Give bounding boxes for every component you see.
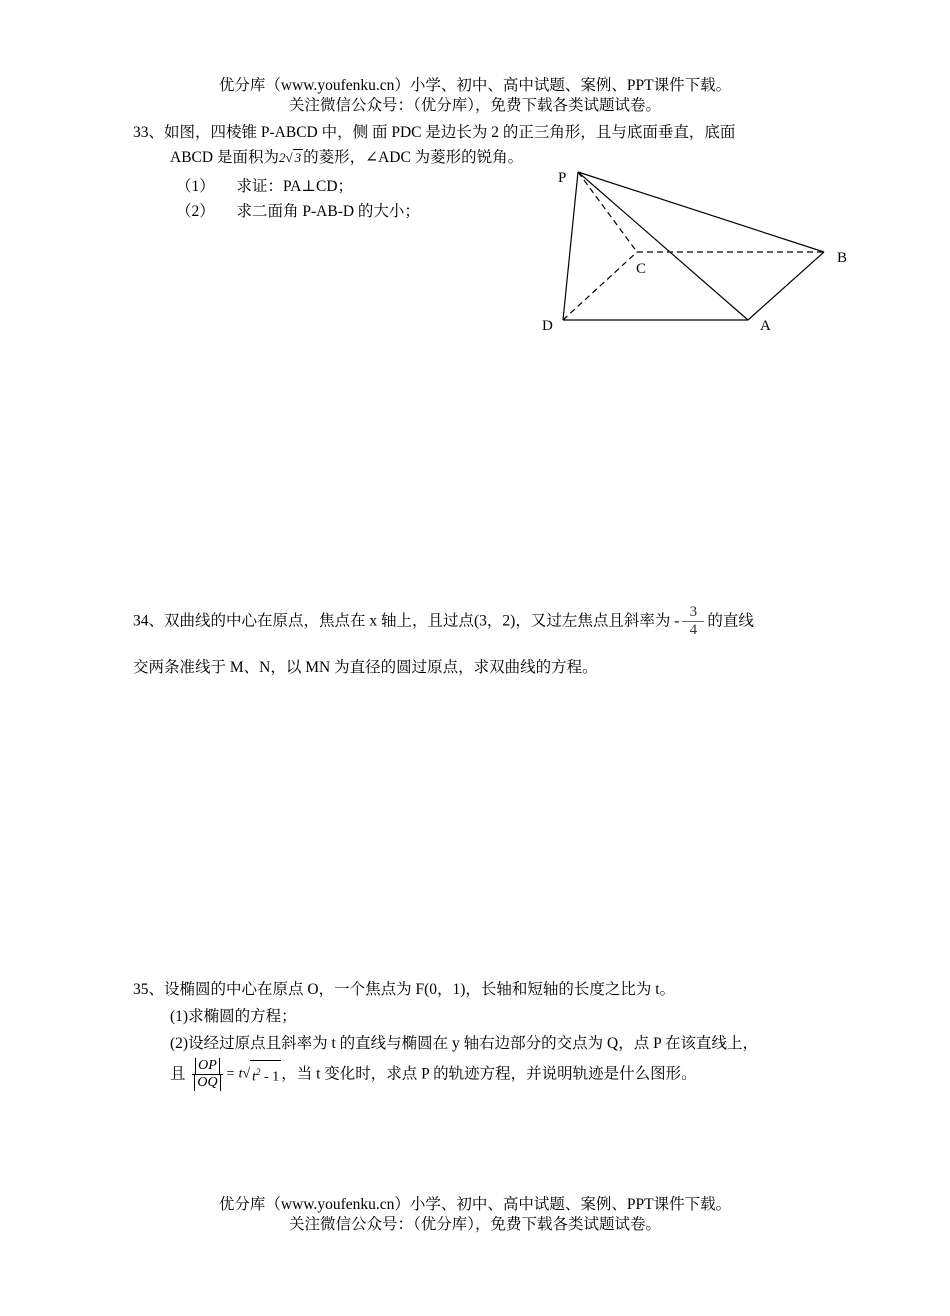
label-C: C	[636, 261, 647, 277]
edge-PC	[578, 172, 637, 252]
q33-area-rad: 3	[294, 150, 302, 165]
q35-line-2: (1)求椭圆的方程；	[170, 1008, 297, 1025]
footer-line-1: 优分库（www.youfenku.cn）小学、初中、高中试题、案例、PPT课件下载。	[218, 1196, 732, 1213]
edge-PD	[563, 172, 578, 320]
label-A: A	[760, 318, 771, 334]
header-line-1: 优分库（www.youfenku.cn）小学、初中、高中试题、案例、PPT课件下载。	[218, 77, 732, 94]
q33-line-2: ABCD 是面积为2√ 3 的菱形，∠ADC 为菱形的锐角。	[170, 149, 524, 166]
q33-line-2-b: 的菱形，∠ADC 为菱形的锐角。	[303, 149, 524, 166]
header-line-2: 关注微信公众号：（优分库），免费下载各类试题试卷。	[288, 97, 661, 114]
q35-line-3: (2)设经过原点且斜率为 t 的直线与椭圆在 y 轴右边部分的交点为 Q，点 P 在该直线上，	[170, 1035, 758, 1052]
q34-line-1	[133, 604, 754, 640]
q33-sub-1-text: 求证：PA⊥CD；	[236, 178, 354, 195]
q35-line-4: 且 $\frac{OP}{OQ}$ = t√ $t^2 - 1$ ，当 t 变化时，求点 P 的轨迹方程，并说明轨迹是什么图形。	[170, 1058, 697, 1091]
q34-line-1-a: 34、双曲线的中心在原点，焦点在 x 轴上，且过点(3，2)，又过左焦点且斜率为 -	[133, 612, 680, 630]
label-D: D	[542, 318, 553, 334]
edge-DC	[563, 252, 637, 320]
q35-frac-den: OQ	[194, 1075, 220, 1091]
q35-line-4-a: 且	[170, 1065, 186, 1083]
q33-line-1: 33、如图，四棱锥 P-ABCD 中，侧 面 PDC 是边长为 2 的正三角形，且与底面垂直，底面	[133, 124, 736, 141]
q35-frac-num: OP	[195, 1058, 220, 1074]
q33-sub-1-num: （1）	[176, 178, 215, 195]
edge-PB	[578, 172, 824, 252]
q33-line-2-a: ABCD 是面积为	[170, 149, 279, 166]
q35-radicand	[250, 1060, 281, 1089]
pyramid-figure	[530, 160, 860, 340]
q34-slope-num: 3	[689, 604, 698, 620]
q35-line-4-b: ，当 t 变化时，求点 P 的轨迹方程，并说明轨迹是什么图形。	[281, 1065, 697, 1083]
q33-sub-2-text: 求二面角 P-AB-D 的大小；	[236, 203, 420, 220]
q35-eq-mid: = t	[225, 1066, 243, 1082]
q35-line-1: 35、设椭圆的中心在原点 O，一个焦点为 F(0，1)，长轴和短轴的长度之比为 t。	[133, 981, 676, 998]
label-B: B	[837, 250, 848, 266]
q33-sub-1	[176, 174, 353, 196]
q35-rad-exp: 2	[256, 1067, 261, 1078]
q33-sub-2	[176, 199, 420, 221]
label-P: P	[558, 170, 567, 186]
q34-slope-fraction	[682, 604, 704, 640]
edge-AB	[748, 252, 824, 320]
q35-rad-base: t	[252, 1069, 257, 1085]
footer-line-2: 关注微信公众号：（优分库），免费下载各类试题试卷。	[288, 1216, 661, 1233]
q34-line-1-b: 的直线	[707, 612, 754, 630]
q33-sub-2-num: （2）	[176, 203, 215, 220]
q34-line-2: 交两条准线于 M、N，以 MN 为直径的圆过原点，求双曲线的方程。	[133, 659, 598, 676]
q35-ratio-fraction	[192, 1058, 222, 1091]
q33-area-coef: 2	[278, 150, 286, 165]
q35-rad-tail: - 1	[264, 1069, 280, 1085]
q34-slope-den: 4	[682, 621, 704, 639]
edge-PA	[578, 172, 748, 320]
